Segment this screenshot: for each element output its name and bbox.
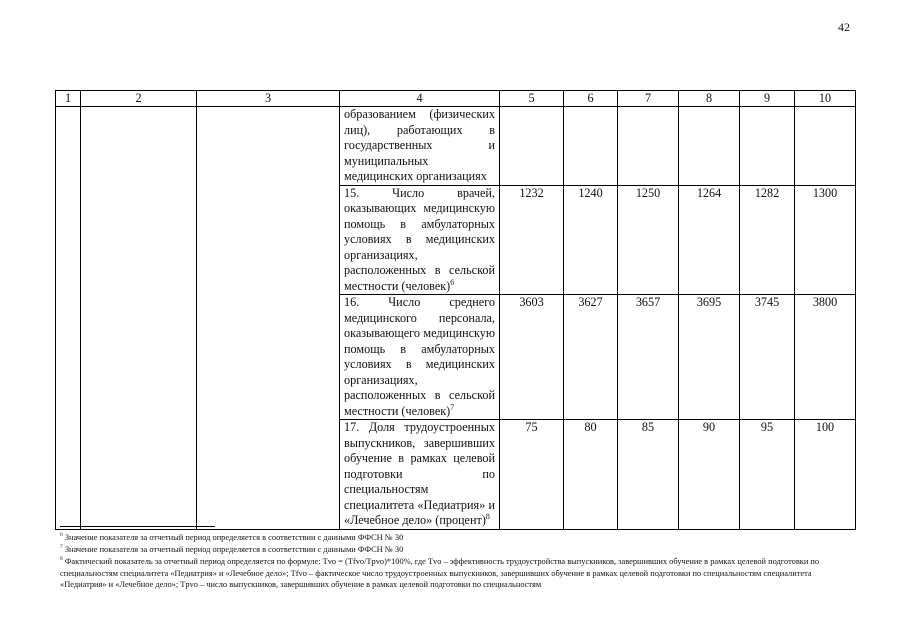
col-header-5: 5 [500,91,564,107]
footnote-6: $^6$ Значение показателя за отчетный период определяется в соответствии с данными ФФСН № 30 [60,532,404,542]
col-header-8: 8 [679,91,740,107]
value-cell: 1300 [795,185,856,295]
row-number-cell [56,107,81,530]
responsible-cell [197,107,340,530]
indicator-cell: 15. Число врачей, оказывающих медицинскую помощь в амбулаторных условиях в медицинских организациях, расположенных в сельской местности (человек)$^6$ [340,185,500,295]
col-header-6: 6 [564,91,618,107]
col-header-9: 9 [740,91,795,107]
value-cell [564,107,618,186]
footnote-separator [60,526,215,527]
col-header-4: 4 [340,91,500,107]
col-header-2: 2 [81,91,197,107]
col-header-1: 1 [56,91,81,107]
indicator-cell: 16. Число среднего медицинского персонала, оказывающего медицинскую помощь в амбулаторных условиях в медицинских организациях, расположенных в сельской местности (человек)$^7$ [340,295,500,420]
value-cell [500,107,564,186]
col-header-3: 3 [197,91,340,107]
value-cell: 90 [679,420,740,530]
col-header-7: 7 [618,91,679,107]
col-header-10: 10 [795,91,856,107]
page-number: 42 [838,20,850,34]
value-cell: 1250 [618,185,679,295]
value-cell: 1282 [740,185,795,295]
value-cell: 3627 [564,295,618,420]
footnote-8: $^8$ Фактический показатель за отчетный период определяется по формуле: Tvo = (Tfvo/Tpvo)*100%, где Tvo – эффективность трудоустройства выпускников, завершивших обучение в рамках целевой подготовки по специальностям специалитета «Педиатрия» и «Лечебное дело»; Tfvo – фактическое число трудоустроенных выпускников, завершивших обучение в рамках целевой подготовки по специальностям специалитета «Педиатрия» и «Лечебное дело»; Tpvo – число выпускников, завершивших обучение в рамках целевой подготовки по специальностям [60,556,820,589]
value-cell [618,107,679,186]
value-cell: 3800 [795,295,856,420]
value-cell: 3657 [618,295,679,420]
footnote-7: $^7$ Значение показателя за отчетный период определяется в соответствии с данными ФФСН № 30 [60,544,404,555]
value-cell: 75 [500,420,564,530]
footnotes [60,532,860,591]
value-cell: 3603 [500,295,564,420]
value-cell: 1232 [500,185,564,295]
value-cell [740,107,795,186]
value-cell: 3745 [740,295,795,420]
header-row [56,91,856,107]
value-cell [795,107,856,186]
value-cell: 80 [564,420,618,530]
value-cell [679,107,740,186]
table-row [56,107,856,186]
value-cell: 1264 [679,185,740,295]
value-cell: 100 [795,420,856,530]
value-cell: 1240 [564,185,618,295]
value-cell: 3695 [679,295,740,420]
value-cell: 85 [618,420,679,530]
value-cell: 95 [740,420,795,530]
indicator-cell: 17. Доля трудоустроенных выпускников, завершивших обучение в рамках целевой подготовки по специальностям специалитета «Педиатрия» и «Лечебное дело» (процент)$^8$ [340,420,500,530]
indicator-cell: образованием (физических лиц), работающих в государственных и муниципальных медицинских организациях [340,107,500,186]
program-cell [81,107,197,530]
indicators-table [55,90,856,530]
